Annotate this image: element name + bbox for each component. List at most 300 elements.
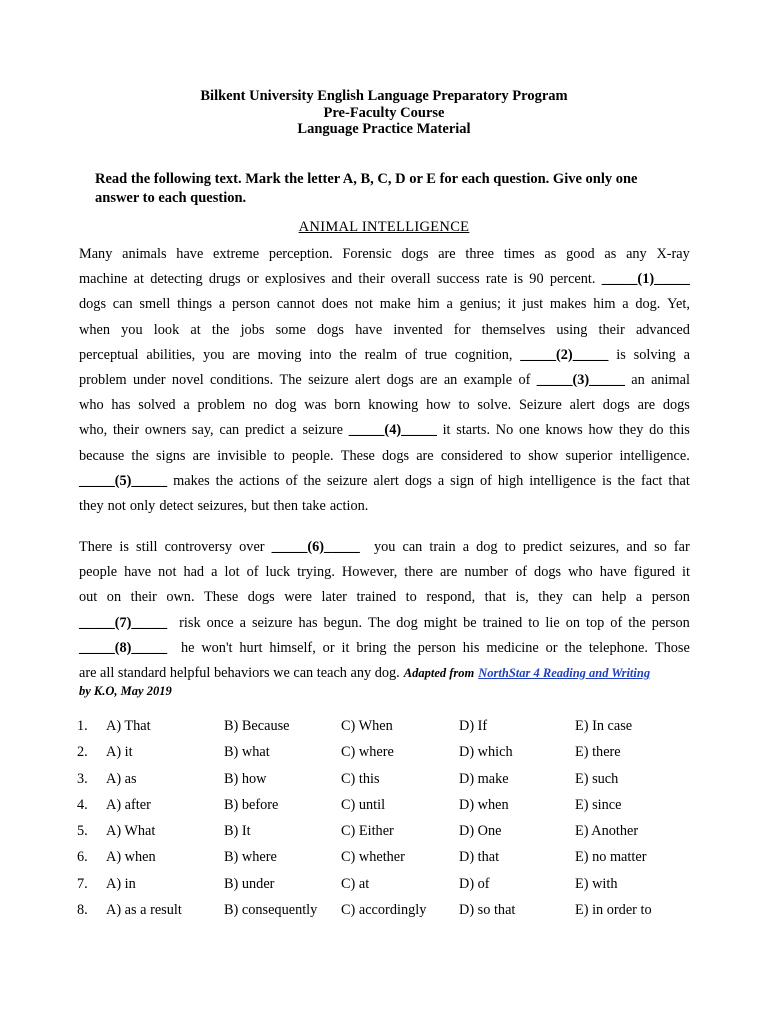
- word: smell: [139, 296, 171, 313]
- word: machine: [79, 271, 128, 288]
- word: are: [637, 397, 656, 414]
- word: had: [183, 564, 205, 581]
- word: are: [438, 246, 456, 262]
- answer-option: A) as a result: [106, 902, 182, 919]
- question-row: [77, 718, 697, 744]
- word: is,: [515, 589, 529, 606]
- answer-option: E) there: [575, 744, 621, 761]
- answer-option: A) it: [106, 744, 133, 761]
- word: knowing: [368, 397, 419, 414]
- word: can: [219, 422, 240, 439]
- word: later: [321, 589, 347, 606]
- word: alert: [354, 372, 381, 389]
- word: rate: [485, 271, 508, 288]
- answer-option: A) as: [106, 770, 137, 787]
- word: actions: [239, 472, 280, 489]
- word: person: [651, 589, 690, 606]
- word: help: [601, 589, 627, 606]
- word: is: [119, 539, 129, 555]
- word: dogs: [602, 397, 630, 414]
- paragraph-1-line: [79, 368, 690, 393]
- word: only: [129, 498, 156, 515]
- word: can: [572, 589, 593, 606]
- paragraph-1-line: [79, 343, 690, 368]
- answer-option: A) in: [106, 875, 136, 892]
- word: perceptual: [79, 346, 139, 363]
- question-number: 2.: [77, 744, 88, 761]
- word: a: [622, 296, 629, 313]
- word: number: [464, 564, 509, 581]
- question-number: 6.: [77, 849, 88, 866]
- word: as: [544, 246, 557, 262]
- word: train: [429, 539, 456, 555]
- word: cognition,: [454, 346, 513, 363]
- word: have: [176, 246, 204, 262]
- word: of: [610, 614, 623, 631]
- word: seizure: [302, 422, 343, 439]
- word: to: [509, 447, 522, 464]
- word: superior: [565, 447, 613, 464]
- answer-option: C) When: [341, 718, 393, 734]
- word: there: [404, 564, 433, 581]
- word: do: [649, 422, 664, 439]
- word: out: [79, 589, 98, 606]
- word: but: [251, 498, 270, 515]
- word: true: [424, 346, 447, 363]
- word: the: [628, 614, 646, 631]
- word: are: [232, 346, 250, 363]
- paragraph-2: [79, 535, 690, 686]
- question-number: 1.: [77, 718, 88, 734]
- answer-option: D) so that: [459, 902, 516, 919]
- word: a: [635, 589, 643, 606]
- word: dog: [476, 539, 498, 555]
- word: explosives: [264, 271, 326, 288]
- word: because: [79, 447, 125, 464]
- paragraph-2-last-text: are all standard helpful behaviors we can teach any dog.: [79, 665, 400, 682]
- word: under: [133, 372, 166, 389]
- word: These: [204, 589, 239, 606]
- word: on: [106, 589, 122, 606]
- word: Forensic: [342, 246, 392, 262]
- word: the: [211, 321, 230, 338]
- word: solve.: [477, 397, 512, 414]
- word: a: [211, 564, 218, 581]
- word: have: [124, 564, 152, 581]
- word: genius;: [459, 296, 501, 313]
- word: their: [130, 589, 157, 606]
- word: starts.: [456, 422, 491, 439]
- answer-option: E) with: [575, 875, 618, 892]
- answer-option: A) What: [106, 823, 156, 840]
- word: to: [458, 397, 470, 414]
- paragraph-2-line: [79, 535, 690, 560]
- word: lie: [545, 614, 560, 631]
- word: example: [463, 372, 513, 389]
- word: a: [183, 397, 190, 414]
- word: he: [180, 639, 195, 656]
- answer-option: D) that: [459, 849, 500, 866]
- document-header: [0, 88, 768, 138]
- word: won't: [201, 639, 233, 656]
- word: trained: [356, 589, 397, 606]
- word: be: [463, 614, 477, 631]
- text-title: ANIMAL INTELLIGENCE: [298, 219, 470, 235]
- word: has: [298, 614, 318, 631]
- word: own.: [166, 589, 195, 606]
- answer-blank: _____(1)_____: [601, 271, 690, 288]
- answer-option: B) It: [224, 823, 251, 840]
- word: the: [339, 346, 357, 363]
- word: things: [177, 296, 213, 313]
- answer-option: C) at: [341, 875, 370, 892]
- word: are: [439, 564, 458, 581]
- answer-option: C) this: [341, 770, 380, 787]
- word: detecting: [150, 271, 203, 288]
- word: trained: [482, 614, 523, 631]
- paragraph-2-line: [79, 611, 690, 636]
- question-number: 5.: [77, 823, 88, 840]
- word: a: [462, 539, 470, 555]
- paragraph-1-line: [79, 393, 690, 418]
- word: makes: [549, 296, 587, 313]
- word: themselves: [481, 321, 546, 338]
- word: him: [593, 296, 616, 313]
- answer-blank: _____(5)_____: [79, 472, 168, 489]
- word: have: [355, 321, 383, 338]
- word: not: [354, 296, 374, 313]
- word: say,: [191, 422, 214, 439]
- question-number: 8.: [77, 902, 88, 919]
- word: begun.: [323, 614, 363, 631]
- word: predict: [522, 539, 563, 555]
- answer-option: B) before: [224, 796, 279, 813]
- answer-option: D) of: [459, 875, 490, 892]
- word: take: [302, 498, 326, 515]
- word: a: [290, 422, 297, 439]
- word: These: [340, 447, 375, 464]
- word: who,: [79, 422, 108, 439]
- word: you: [121, 321, 143, 338]
- word: people: [79, 564, 118, 581]
- word: still: [136, 539, 158, 555]
- word: The: [368, 614, 391, 631]
- word: signs: [156, 447, 186, 464]
- word: the: [564, 639, 582, 656]
- word: alert: [373, 472, 399, 489]
- word: moving: [257, 346, 302, 363]
- word: the: [393, 639, 411, 656]
- word: show: [528, 447, 559, 464]
- word: not: [107, 498, 126, 515]
- word: figured: [633, 564, 676, 581]
- word: a: [218, 296, 226, 313]
- word: extreme: [213, 246, 260, 262]
- adapted-from-label: Adapted from: [403, 666, 475, 681]
- word: once: [206, 614, 234, 631]
- word: and: [331, 271, 353, 288]
- word: makes: [173, 472, 210, 489]
- word: action.: [329, 498, 369, 515]
- word: of: [285, 472, 298, 489]
- word: dogs: [382, 447, 410, 464]
- word: has: [111, 397, 131, 414]
- word: seizure: [251, 614, 293, 631]
- word: himself,: [269, 639, 316, 656]
- paragraph-1-line: [79, 444, 690, 469]
- word: so: [654, 539, 667, 555]
- word: three: [465, 246, 494, 262]
- answer-option: D) when: [459, 796, 509, 813]
- paragraph-1-line: [79, 267, 690, 292]
- answer-option: A) when: [106, 849, 156, 866]
- word: solved: [138, 397, 176, 414]
- word: on: [565, 614, 581, 631]
- word: how: [588, 422, 614, 439]
- word: or: [545, 639, 558, 656]
- word: over: [239, 539, 265, 555]
- word: any: [626, 246, 647, 262]
- question-row: [77, 902, 697, 928]
- word: not: [158, 564, 177, 581]
- answer-option: B) how: [224, 770, 267, 787]
- answer-option: C) until: [341, 796, 386, 813]
- word: far: [673, 539, 690, 555]
- word: it: [442, 422, 451, 439]
- word: dogs: [534, 564, 562, 581]
- word: person: [651, 614, 690, 631]
- word: can: [402, 539, 423, 555]
- word: you: [203, 346, 225, 363]
- word: the: [131, 447, 149, 464]
- question-row: [77, 823, 697, 849]
- word: the: [617, 472, 635, 489]
- word: one: [518, 422, 540, 439]
- instructions: [95, 170, 695, 208]
- word: risk: [179, 614, 201, 631]
- word: owners: [144, 422, 187, 439]
- answer-option: B) Because: [224, 718, 290, 734]
- word: using: [556, 321, 588, 338]
- answer-option: C) Either: [341, 823, 394, 840]
- word: predict: [244, 422, 285, 439]
- word: problem: [197, 397, 246, 414]
- word: dog: [275, 397, 297, 414]
- word: who: [79, 397, 104, 414]
- answer-option: D) One: [459, 823, 502, 840]
- word: considered: [440, 447, 503, 464]
- word: at: [133, 271, 144, 288]
- answer-option: E) in order to: [575, 902, 652, 919]
- word: perception.: [268, 246, 333, 262]
- answer-blank: _____(2)_____: [520, 346, 609, 363]
- word: of: [518, 372, 531, 389]
- word: then: [273, 498, 298, 515]
- paragraph-1-line: [79, 318, 690, 343]
- word: detect: [159, 498, 194, 515]
- answer-option: C) whether: [341, 849, 405, 866]
- word: dogs: [247, 589, 275, 606]
- word: is: [601, 472, 612, 489]
- word: for: [453, 321, 471, 338]
- answer-option: B) what: [224, 744, 270, 761]
- word: this: [669, 422, 690, 439]
- question-row: [77, 744, 697, 770]
- answer-options: [77, 718, 697, 928]
- answer-option: D) If: [459, 718, 488, 734]
- word: controversy: [164, 539, 233, 555]
- question-number: 7.: [77, 875, 88, 892]
- word: that: [484, 589, 507, 606]
- answer-option: B) where: [224, 849, 277, 866]
- word: dogs: [316, 321, 344, 338]
- word: was: [304, 397, 327, 414]
- word: seizure: [308, 372, 349, 389]
- word: dogs: [386, 372, 414, 389]
- word: and: [626, 539, 647, 555]
- question-row: [77, 876, 697, 902]
- paragraph-2-line: [79, 585, 690, 610]
- word: seizures,: [197, 498, 248, 515]
- answer-option: E) In case: [575, 718, 633, 734]
- word: conditions.: [210, 372, 274, 389]
- question-row: [77, 797, 697, 823]
- word: percent.: [549, 271, 596, 288]
- word: seizure: [326, 472, 368, 489]
- word: 90: [529, 271, 544, 288]
- word: intelligence: [529, 472, 596, 489]
- word: animal: [651, 372, 690, 389]
- source-link[interactable]: NorthStar 4 Reading and Writing: [478, 666, 651, 681]
- word: respond,: [426, 589, 476, 606]
- word: of: [405, 346, 417, 363]
- word: to: [273, 447, 285, 464]
- word: hurt: [239, 639, 263, 656]
- word: is: [616, 346, 626, 363]
- question-row: [77, 771, 697, 797]
- answer-option: B) consequently: [224, 902, 318, 919]
- word: into: [309, 346, 332, 363]
- word: of: [515, 564, 528, 581]
- word: dogs: [662, 397, 690, 414]
- word: just: [522, 296, 544, 313]
- word: born: [334, 397, 361, 414]
- word: their: [358, 271, 385, 288]
- answer-option: A) after: [106, 796, 151, 813]
- word: Those: [654, 639, 690, 656]
- word: solving: [633, 346, 676, 363]
- word: does: [321, 296, 348, 313]
- word: sign: [450, 472, 474, 489]
- word: person: [417, 639, 456, 656]
- paragraph-1-line: [79, 418, 690, 443]
- word: as: [604, 246, 617, 262]
- word: Yet,: [667, 296, 690, 313]
- word: the: [303, 472, 321, 489]
- word: bring: [356, 639, 387, 656]
- paragraph-1-line: [79, 242, 690, 267]
- question-row: [77, 849, 697, 875]
- word: might: [423, 614, 458, 631]
- word: dogs: [401, 246, 429, 262]
- word: to: [528, 614, 540, 631]
- paragraph-1: [79, 242, 690, 519]
- word: dog: [396, 614, 418, 631]
- header-institution: Bilkent University English Language Preparatory Program: [200, 88, 568, 104]
- word: The: [279, 372, 302, 389]
- word: no: [252, 397, 268, 414]
- word: their: [112, 422, 140, 439]
- word: novel: [171, 372, 204, 389]
- word: jobs: [240, 321, 265, 338]
- word: There: [79, 539, 113, 555]
- word: to: [504, 539, 516, 555]
- word: they: [618, 422, 644, 439]
- answer-blank: _____(4)_____: [348, 422, 437, 439]
- word: to: [405, 589, 417, 606]
- word: or: [322, 639, 335, 656]
- word: of: [246, 564, 259, 581]
- word: it: [507, 296, 516, 313]
- word: top: [586, 614, 605, 631]
- word: a: [239, 614, 246, 631]
- instructions-line-1: Read the following text. Mark the letter A, B, C, D or E for each question. Give only one: [95, 171, 638, 187]
- word: are: [192, 447, 211, 464]
- word: invisible: [217, 447, 267, 464]
- answer-option: D) make: [459, 770, 509, 787]
- word: alert: [569, 397, 596, 414]
- word: can: [112, 296, 133, 313]
- question-number: 3.: [77, 770, 88, 787]
- word: were: [284, 589, 313, 606]
- word: an: [443, 372, 458, 389]
- word: luck: [265, 564, 291, 581]
- word: people.: [291, 447, 334, 464]
- word: dog.: [635, 296, 661, 313]
- word: success: [436, 271, 480, 288]
- word: Seizure: [518, 397, 562, 414]
- paragraph-2-line: [79, 560, 690, 585]
- header-material: Language Practice Material: [297, 121, 471, 137]
- word: or: [246, 271, 259, 288]
- word: However,: [341, 564, 398, 581]
- answer-option: C) accordingly: [341, 902, 427, 919]
- word: X-ray: [656, 246, 690, 262]
- word: No: [495, 422, 514, 439]
- word: knows: [545, 422, 583, 439]
- answer-option: E) no matter: [575, 849, 647, 866]
- word: fact: [640, 472, 663, 489]
- answer-option: C) where: [341, 744, 394, 761]
- word: some: [275, 321, 306, 338]
- author-credit: by K.O, May 2019: [79, 684, 172, 698]
- word: dogs: [79, 296, 107, 313]
- word: person: [232, 296, 271, 313]
- question-number: 4.: [77, 796, 88, 813]
- word: that: [668, 472, 690, 489]
- word: are: [420, 372, 438, 389]
- word: good: [566, 246, 595, 262]
- word: advanced: [635, 321, 690, 338]
- word: is: [513, 271, 524, 288]
- word: at: [190, 321, 201, 338]
- word: their: [598, 321, 625, 338]
- paragraph-2-last-line: [79, 661, 690, 686]
- word: when: [79, 321, 110, 338]
- word: you: [373, 539, 396, 555]
- answer-blank: _____(6)_____: [271, 539, 360, 555]
- answer-option: D) which: [459, 744, 513, 761]
